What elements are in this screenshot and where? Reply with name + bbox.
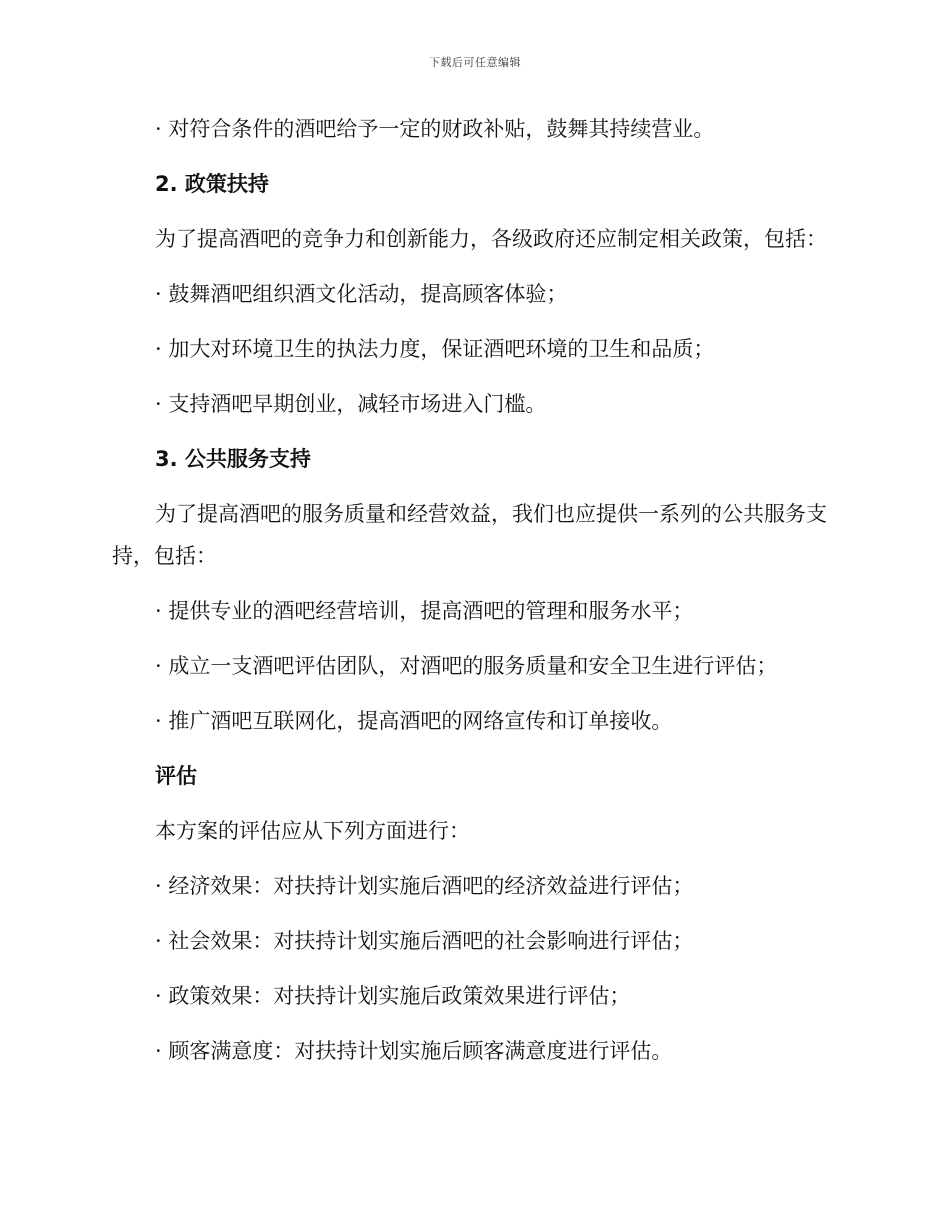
section-heading-public-service: 3. 公共服务支持	[155, 447, 311, 471]
bullet-evaluation-team: · 成立一支酒吧评估团队，对酒吧的服务质量和安全卫生进行评估；	[155, 654, 778, 678]
header-note: 下载后可任意编辑	[429, 56, 521, 69]
bullet-economic-effect: · 经济效果：对扶持计划实施后酒吧的经济效益进行评估；	[155, 874, 694, 898]
section-heading-policy-support: 2. 政策扶持	[155, 172, 269, 196]
document-body	[112, 108, 832, 1085]
bullet-training: · 提供专业的酒吧经营培训，提高酒吧的管理和服务水平；	[155, 599, 694, 623]
bullet-financial-subsidy: · 对符合条件的酒吧给予一定的财政补贴，鼓舞其持续营业。	[155, 117, 715, 141]
paragraph-policy-support: 为了提高酒吧的竞争力和创新能力，各级政府还应制定相关政策，包括：	[155, 227, 827, 251]
bullet-culture-activities: · 鼓舞酒吧组织酒文化活动，提高顾客体验；	[155, 282, 568, 306]
bullet-internet-promotion: · 推广酒吧互联网化，提高酒吧的网络宣传和订单接收。	[155, 709, 673, 733]
paragraph-public-service: 为了提高酒吧的服务质量和经营效益，我们也应提供一系列的公共服务支持，包括：	[112, 502, 827, 568]
bullet-startup-support: · 支持酒吧早期创业，减轻市场进入门槛。	[155, 392, 547, 416]
section-heading-evaluation: 评估	[155, 764, 197, 788]
bullet-social-effect: · 社会效果：对扶持计划实施后酒吧的社会影响进行评估；	[155, 929, 694, 953]
bullet-hygiene-enforcement: · 加大对环境卫生的执法力度，保证酒吧环境的卫生和品质；	[155, 337, 715, 361]
bullet-policy-effect: · 政策效果：对扶持计划实施后政策效果进行评估；	[155, 984, 631, 1008]
paragraph-evaluation: 本方案的评估应从下列方面进行：	[155, 819, 470, 843]
bullet-customer-satisfaction: · 顾客满意度：对扶持计划实施后顾客满意度进行评估。	[155, 1039, 673, 1063]
